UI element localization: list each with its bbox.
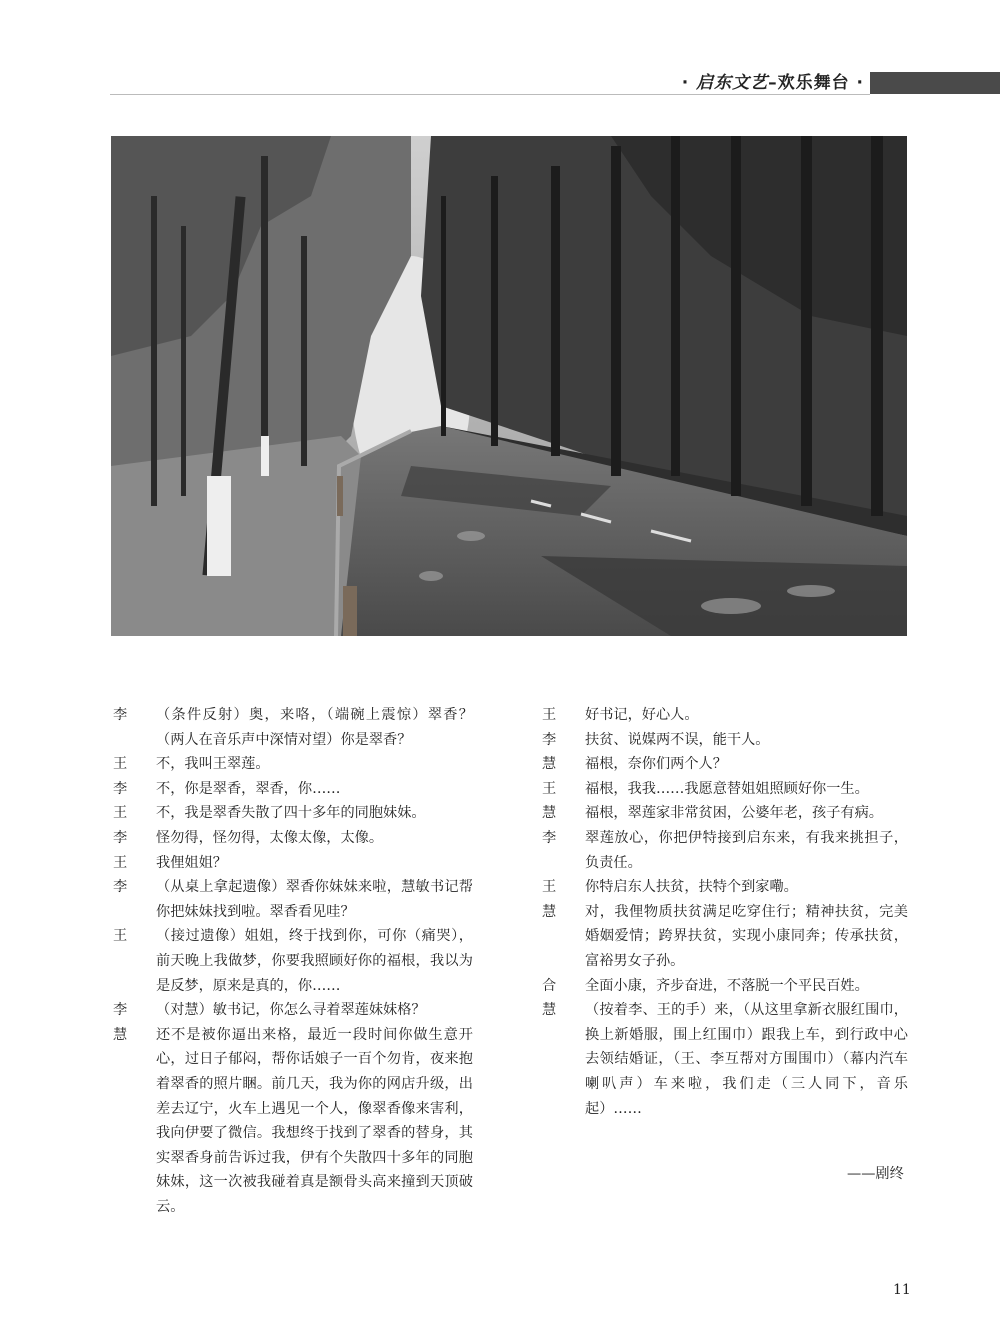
dialogue-text: （条件反射）奥，来咯，（端碗上震惊）翠香？（两人在音乐声中深情对望）你是翠香？ [156,707,473,748]
speaker-name: 王 [113,805,128,822]
speaker-name: 李 [113,1002,128,1019]
magazine-name: 启东文艺 [696,73,769,93]
dialogue-text: （从桌上拿起遗像）翠香你妹妹来啦，慧敏书记帮你把妹妹找到啦。翠香看见哇？ [156,879,473,920]
speaker-name: 王 [113,928,128,945]
dialogue-line [542,826,908,875]
dialogue-line [113,875,473,924]
speaker-name: 合 [542,977,557,994]
dialogue-line [542,900,908,974]
tree-lined-road-photo [111,136,907,636]
dialogue-text: 不，我叫王翠莲。 [156,756,270,773]
running-header [682,70,864,96]
dialogue-line [113,703,473,752]
speaker-name: 李 [542,731,557,748]
dialogue-text: 扶贫、说媒两不误，能干人。 [585,731,770,748]
ending-mark: ——剧终 [847,1166,904,1182]
dialogue-text: 不，我是翠香失散了四十多年的同胞妹妹。 [156,805,426,822]
dialogue-line [542,752,908,777]
speaker-name: 李 [113,829,128,846]
speaker-name: 王 [113,756,128,773]
dialogue-line [113,851,473,876]
speaker-name: 王 [542,879,557,896]
dialogue-text: 全面小康，齐步奋进，不落脱一个平民百姓。 [585,977,869,994]
dialogue-text: 还不是被你逼出来格，最近一段时间你做生意开心，过日子郁闷，帮你话娘子一百个勿肯，夜来抱着翠香的照片睏。前几天，我为你的网店升级，出差去辽宁，火车上遇见一个人，像翠香像来害利，我向伊要了微信。我想终于找到了翠香的替身，其实翠香身前告诉过我，伊有个失散四十多年的同胞妹妹，这一次被我碰着真是额骨头高来撞到天顶破云。 [156,1026,473,1215]
speaker-name: 李 [113,780,128,797]
photo-illustration [111,136,907,636]
dialogue-text: 不，你是翠香，翠香，你…… [156,780,341,797]
dialogue-line [113,1023,473,1220]
speaker-name: 王 [542,780,557,797]
dialogue-line [542,728,908,753]
dialogue-line [542,703,908,728]
speaker-name: 李 [113,879,128,896]
dialogue-text: 福根，我我……我愿意替姐姐照顾好你一生。 [585,780,869,797]
page-number: 11 [893,1282,911,1298]
dialogue-text: 怪勿得，怪勿得，太像太像，太像。 [156,829,384,846]
header-dot-left: · [681,73,690,93]
dialogue-text: 福根，奈你们两个人？ [585,756,727,773]
dialogue-line [542,875,908,900]
dialogue-text: 你特启东人扶贫，扶特个到家嘞。 [585,879,798,896]
dialogue-text: （对慧）敏书记，你怎么寻着翠莲妹妹格？ [156,1002,426,1019]
right-script-column [542,703,908,1121]
speaker-name: 王 [542,707,557,723]
speaker-name: 李 [113,707,128,723]
section-name: 欢乐舞台 [777,73,850,93]
dialogue-text: （按着李、王的手）来，（从这里拿新衣服红围巾，换上新婚服，围上红围巾）跟我上车，到行政中心去领结婚证，（王、李互帮对方围围巾）（幕内汽车喇叭声）车来啦，我们走（三人同下，音乐起）…… [585,1002,908,1117]
dialogue-line [113,777,473,802]
dialogue-line [113,826,473,851]
speaker-name: 王 [113,854,128,871]
dialogue-line [113,998,473,1023]
speaker-name: 慧 [113,1026,128,1043]
dialogue-text: 我俚姐姐？ [156,854,227,871]
header-dash: – [768,73,778,93]
speaker-name: 慧 [542,1002,557,1019]
dialogue-text: 翠莲放心，你把伊特接到启东来，有我来挑担子，负责任。 [585,829,908,871]
dialogue-line [113,752,473,777]
dialogue-line [113,924,473,998]
dialogue-text: 福根，翠莲家非常贫困，公婆年老，孩子有病。 [585,805,883,822]
header-dot-right: · [856,73,864,93]
dialogue-text: （接过遗像）姐姐，终于找到你，可你（痛哭），前天晚上我做梦，你要我照顾好你的福根，我以为是反梦，原来是真的，你…… [156,928,473,994]
dialogue-line [542,974,908,999]
dialogue-line [542,998,908,1121]
dialogue-text: 好书记，好心人。 [585,707,699,723]
dialogue-line [113,801,473,826]
dialogue-text: 对，我俚物质扶贫满足吃穿住行；精神扶贫，完美婚姻爱情；跨界扶贫，实现小康同奔；传承扶贫，富裕男女子孙。 [585,903,908,969]
dialogue-line [542,777,908,802]
speaker-name: 慧 [542,903,557,920]
speaker-name: 慧 [542,805,557,822]
speaker-name: 慧 [542,756,557,773]
left-script-column [113,703,473,1219]
header-bar [870,72,1000,94]
speaker-name: 李 [542,829,557,846]
dialogue-line [542,801,908,826]
